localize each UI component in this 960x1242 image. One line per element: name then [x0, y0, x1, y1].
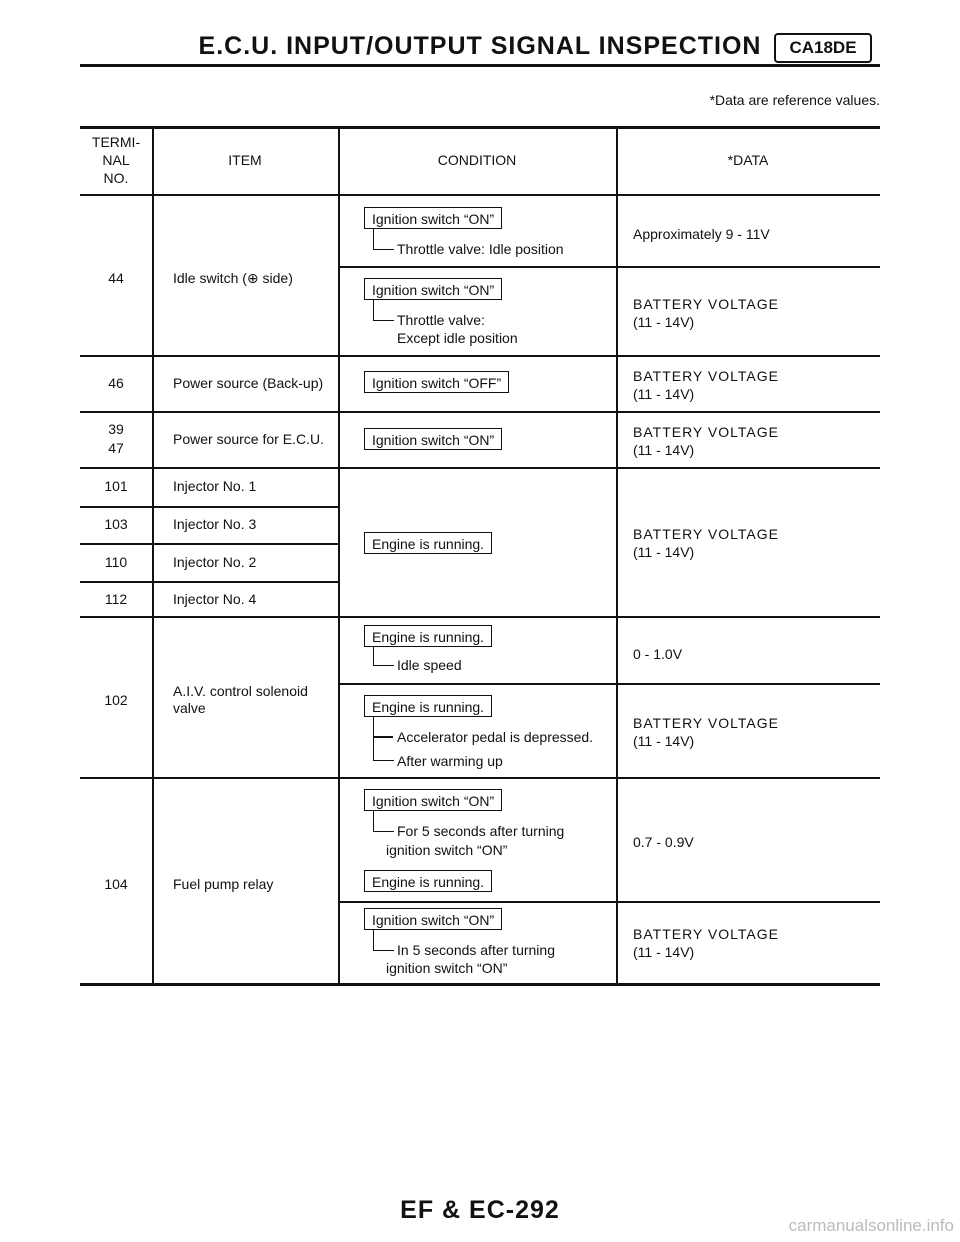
data-value: BATTERY VOLTAGE	[633, 296, 779, 312]
col-rule-2	[338, 126, 340, 984]
terminal-47: 47	[108, 440, 124, 456]
item-aiv-2: valve	[173, 700, 206, 716]
condition-box: Engine is running.	[364, 695, 492, 717]
data-value: (11 - 14V)	[633, 386, 695, 402]
page-number: EF & EC-292	[400, 1196, 560, 1224]
col-rule-3	[616, 126, 618, 984]
data-value: (11 - 14V)	[633, 944, 695, 960]
item-injector-1: Injector No. 1	[173, 478, 257, 494]
condition-box: Engine is running.	[364, 870, 492, 892]
table-bottom-rule	[80, 983, 880, 986]
data-value: BATTERY VOLTAGE	[633, 715, 779, 731]
item-injector-2: Injector No. 2	[173, 554, 257, 570]
row-rule-102-sub	[338, 683, 880, 685]
item-injector-4: Injector No. 4	[173, 591, 257, 607]
terminal-110: 110	[104, 554, 128, 570]
row-rule-112	[80, 581, 338, 583]
header-terminal-1: TERMI-	[91, 134, 141, 150]
terminal-103: 103	[104, 516, 128, 532]
header-terminal-2: NAL	[102, 152, 130, 168]
condition-sub: Idle speed	[397, 657, 462, 673]
condition-sub: Throttle valve:	[397, 312, 485, 328]
data-value: (11 - 14V)	[633, 733, 695, 749]
page-title: E.C.U. INPUT/OUTPUT SIGNAL INSPECTION	[198, 32, 762, 60]
reference-note: *Data are reference values.	[709, 92, 880, 108]
data-value: (11 - 14V)	[633, 544, 695, 560]
data-value: BATTERY VOLTAGE	[633, 368, 779, 384]
item-fuel-pump-relay: Fuel pump relay	[173, 876, 274, 892]
row-rule-44-sub	[338, 266, 880, 268]
condition-bracket	[373, 930, 394, 951]
terminal-101: 101	[104, 478, 128, 494]
row-rule-110	[80, 543, 338, 545]
terminal-112: 112	[104, 591, 128, 607]
condition-sub: Except idle position	[397, 330, 518, 346]
item-aiv-1: A.I.V. control solenoid	[173, 683, 308, 699]
condition-box: Ignition switch “ON”	[364, 789, 502, 811]
data-value: Approximately 9 - 11V	[633, 226, 770, 242]
condition-box: Ignition switch “ON”	[364, 908, 502, 930]
condition-sub: ignition switch “ON”	[386, 960, 508, 976]
terminal-104: 104	[104, 876, 128, 892]
row-rule-101	[80, 467, 880, 469]
condition-sub: Throttle valve: Idle position	[397, 241, 564, 257]
terminal-46: 46	[108, 375, 124, 391]
row-rule-104-sub	[338, 901, 880, 903]
item-injector-3: Injector No. 3	[173, 516, 257, 532]
condition-sub: After warming up	[397, 753, 503, 769]
terminal-39: 39	[108, 421, 124, 437]
condition-box: Engine is running.	[364, 532, 492, 554]
data-value: 0.7 - 0.9V	[633, 834, 694, 850]
engine-code-badge: CA18DE	[774, 33, 872, 63]
row-rule-102	[80, 616, 880, 618]
item-idle-switch: Idle switch (⊕ side)	[173, 270, 293, 286]
data-value: BATTERY VOLTAGE	[633, 926, 779, 942]
condition-bracket-tick	[373, 736, 393, 738]
condition-bracket	[373, 229, 394, 250]
header-rule	[80, 194, 880, 196]
condition-sub: For 5 seconds after turning	[397, 823, 565, 839]
item-power-ecu: Power source for E.C.U.	[173, 431, 324, 447]
condition-box: Ignition switch “ON”	[364, 278, 502, 300]
data-value: 0 - 1.0V	[633, 646, 683, 662]
row-rule-39	[80, 411, 880, 413]
condition-bracket	[373, 811, 394, 832]
data-value: (11 - 14V)	[633, 442, 695, 458]
condition-sub: ignition switch “ON”	[386, 842, 508, 858]
condition-box: Engine is running.	[364, 625, 492, 647]
row-rule-103	[80, 506, 338, 508]
col-rule-1	[152, 126, 154, 984]
table-top-rule	[80, 126, 880, 129]
condition-sub: Accelerator pedal is depressed.	[397, 729, 594, 745]
header-data: *DATA	[727, 152, 769, 168]
data-value: BATTERY VOLTAGE	[633, 424, 779, 440]
condition-bracket	[373, 717, 394, 761]
item-power-backup: Power source (Back-up)	[173, 375, 324, 391]
condition-box: Ignition switch “ON”	[364, 428, 502, 450]
row-rule-46	[80, 355, 880, 357]
title-rule	[80, 64, 880, 67]
header-terminal-3: NO.	[103, 170, 129, 186]
data-value: (11 - 14V)	[633, 314, 695, 330]
condition-box: Ignition switch “OFF”	[364, 371, 509, 393]
condition-bracket	[373, 647, 394, 666]
condition-sub: In 5 seconds after turning	[397, 942, 555, 958]
condition-bracket	[373, 300, 394, 321]
row-rule-104	[80, 777, 880, 779]
terminal-102: 102	[104, 692, 128, 708]
data-value: BATTERY VOLTAGE	[633, 526, 779, 542]
terminal-44: 44	[108, 270, 124, 286]
header-item: ITEM	[228, 152, 262, 168]
watermark: carmanualsonline.info	[788, 1216, 954, 1235]
condition-box: Ignition switch “ON”	[364, 207, 502, 229]
header-condition: CONDITION	[437, 152, 517, 168]
